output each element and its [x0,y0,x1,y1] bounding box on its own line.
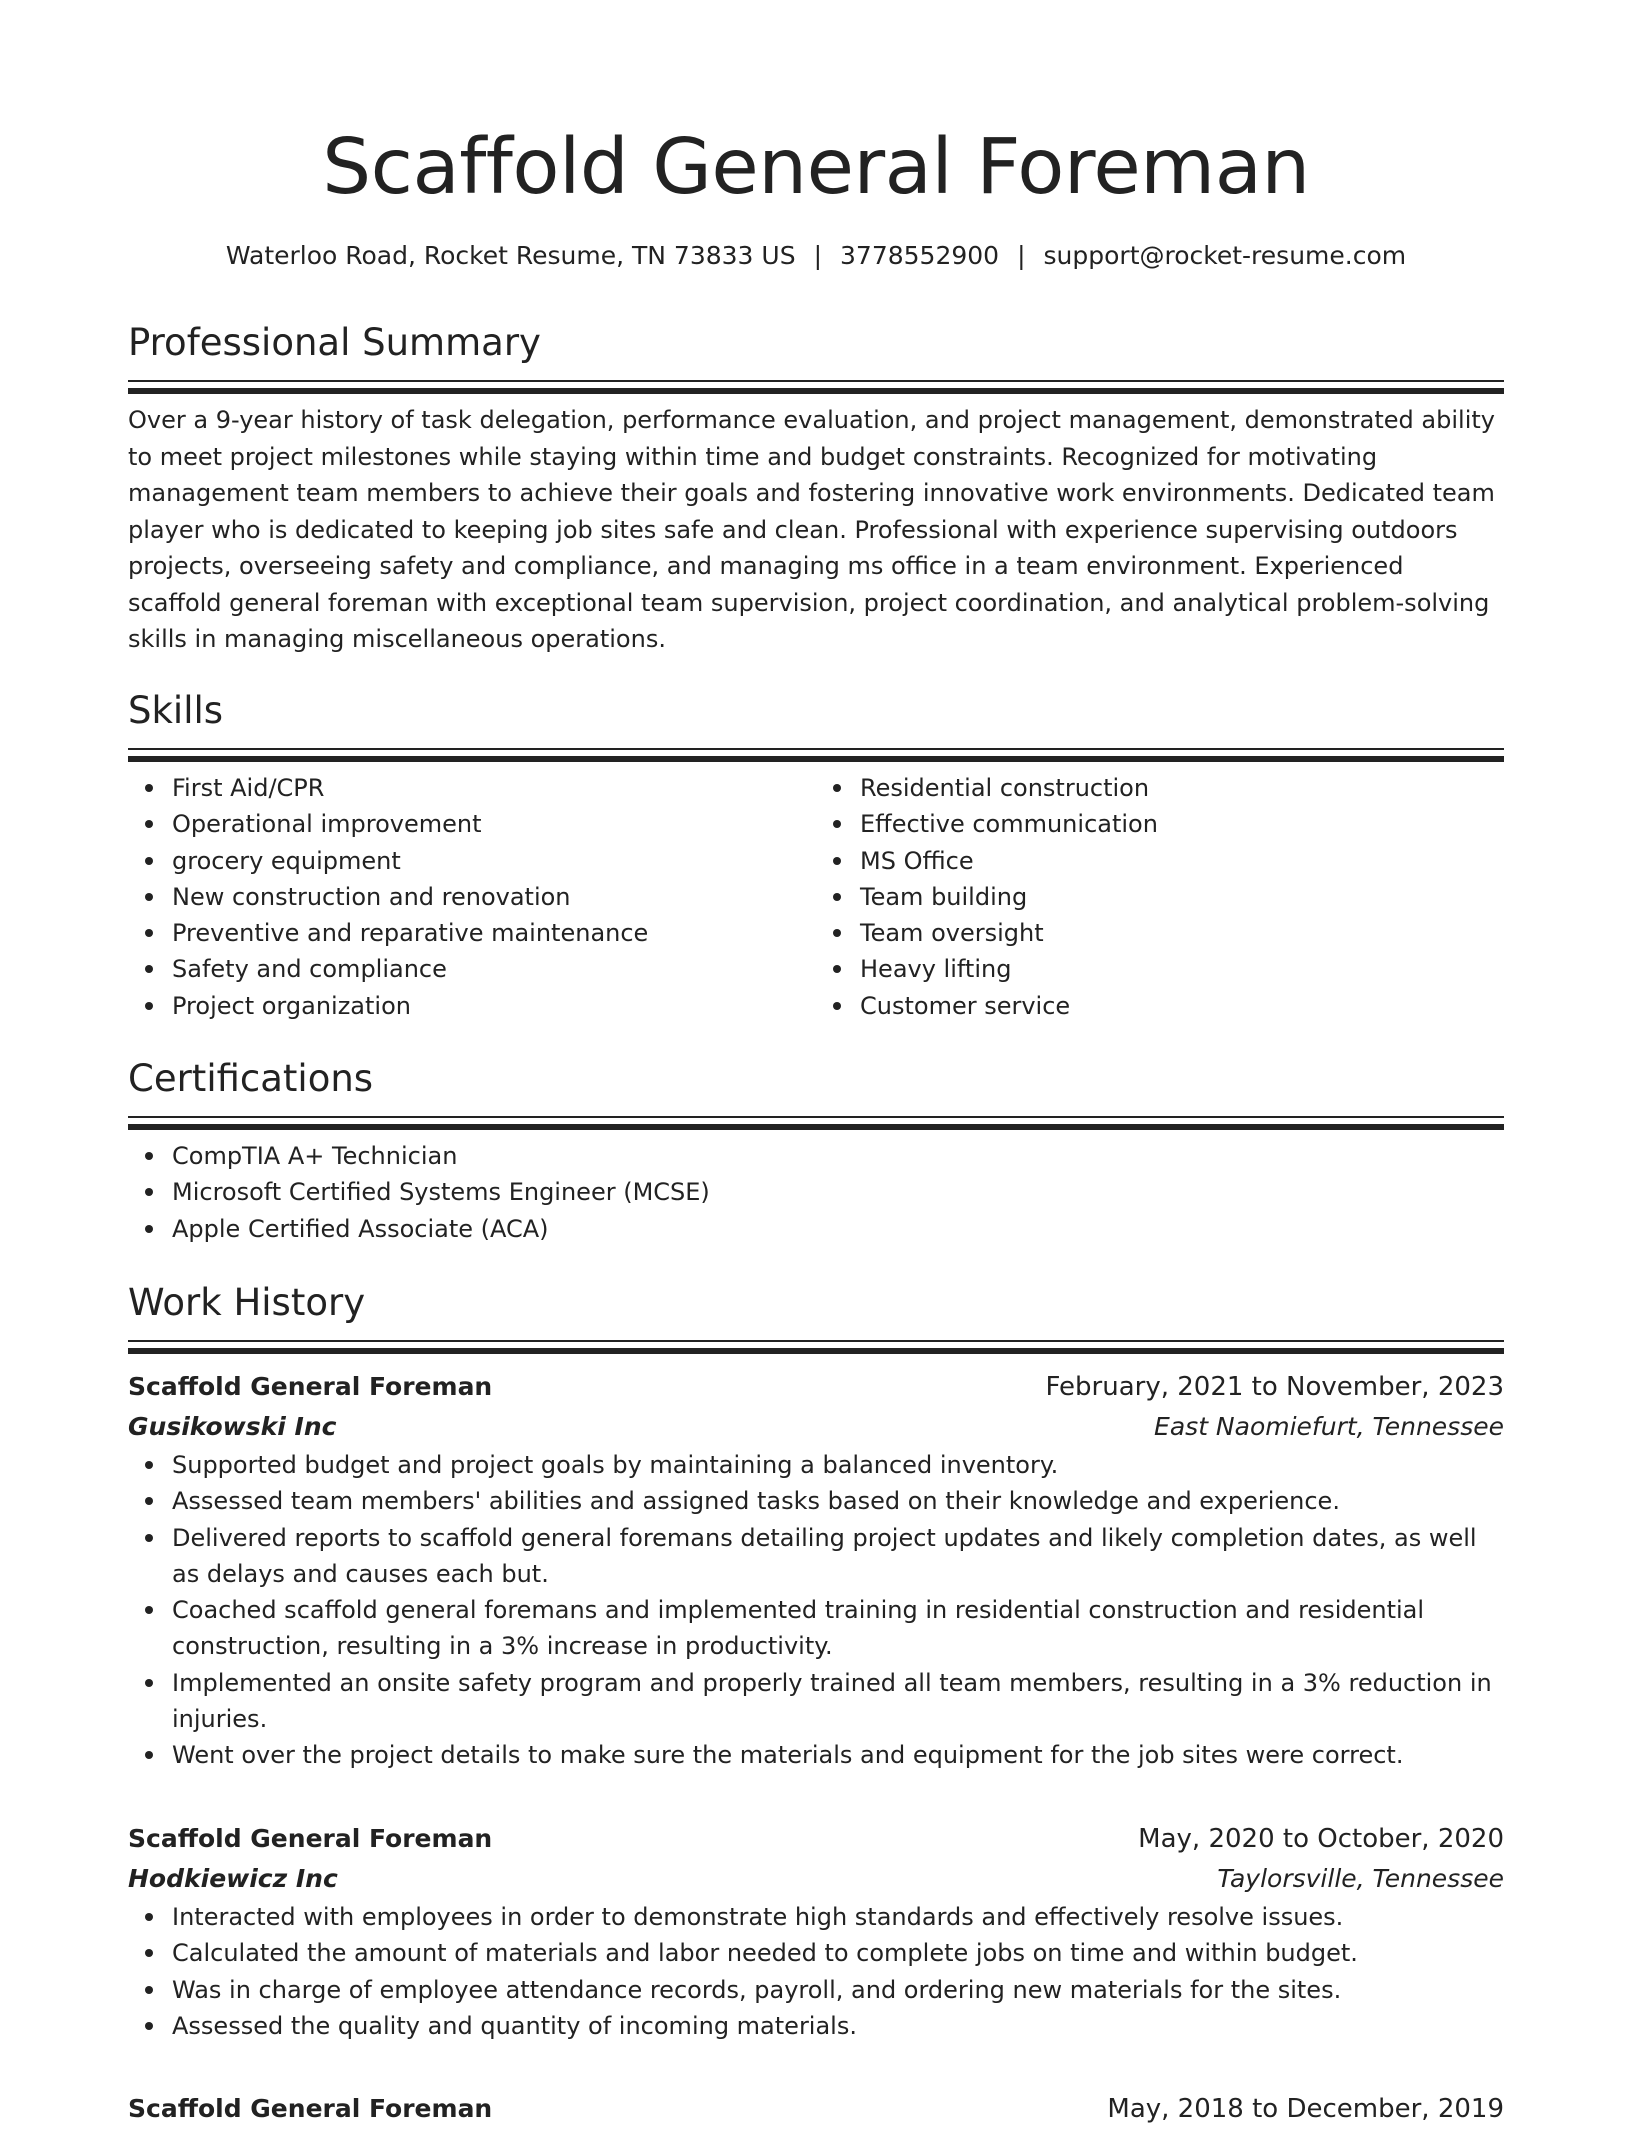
job-title: Scaffold General Foreman [128,1824,493,1853]
skill-item: Residential construction [860,770,1504,806]
job-header [128,2089,1504,2129]
work-history-section [128,1278,1504,1342]
contact-address: Waterloo Road, Rocket Resume, TN 73833 US [225,241,796,270]
skill-item: Project organization [172,988,816,1024]
job-duty: Assessed team members' abilities and assigned tasks based on their knowledge and experience. [172,1483,1504,1519]
job-location: Taylorsville, Tennessee [1217,1864,1504,1893]
contact-phone: 3778552900 [840,241,1000,270]
skill-item: Preventive and reparative maintenance [172,915,816,951]
job-duties-list [128,1447,1504,1774]
resume-page [128,0,1504,2124]
job-company: Gusikowski Inc [128,1412,337,1441]
job-company: Hodkiewicz Inc [128,1864,338,1893]
job-title: Scaffold General Foreman [128,1372,493,1401]
skill-item: Safety and compliance [172,951,816,987]
skill-item: Heavy lifting [860,951,1504,987]
contact-email[interactable]: support@rocket-resume.com [1043,241,1407,270]
skill-item: MS Office [860,843,1504,879]
job-entry [128,2089,1504,2129]
job-duty: Implemented an onsite safety program and properly trained all team members, resulting in a 3% reduction in injuries. [172,1665,1504,1738]
work-history-heading: Work History [128,1281,366,1324]
skill-item: Effective communication [860,806,1504,842]
job-entry [128,1367,1504,1774]
skill-item: Operational improvement [172,806,816,842]
certifications-list [128,1138,1504,1247]
certifications-heading: Certifications [128,1057,374,1100]
summary-text: Over a 9-year history of task delegation, performance evaluation, and project management, demonstrated ability to meet project milestones while staying within time and budget constraints. Recognized for motivating management team members to achieve their goals and fostering innovative work environments. Dedicated team player who is dedicated to keeping job sites safe and clean. Professional with experience supervising outdoors projects, overseeing safety and compliance, and managing ms office in a team environment. Experienced scaffold general foreman with exceptional team supervision, project coordination, and analytical problem-solving skills in managing miscellaneous operations. [128,406,1495,653]
certification-item: CompTIA A+ Technician [172,1138,1504,1174]
skill-item: Customer service [860,988,1504,1024]
job-subheader [128,1859,1504,1899]
job-location: East Naomiefurt, Tennessee [1154,1412,1504,1441]
skills-section [128,686,1504,1024]
job-duty: Supported budget and project goals by maintaining a balanced inventory. [172,1447,1504,1483]
certifications-section [128,1054,1504,1247]
certification-item: Microsoft Certified Systems Engineer (MCSE) [172,1174,1504,1210]
section-divider [128,1340,1504,1342]
job-duty: Coached scaffold general foremans and implemented training in residential construction and residential construction, resulting in a 3% increase in productivity. [172,1592,1504,1665]
section-divider [128,748,1504,750]
section-divider [128,1116,1504,1118]
job-duty: Interacted with employees in order to demonstrate high standards and effectively resolve issues. [172,1899,1504,1935]
job-header [128,1819,1504,1859]
contact-separator: | [1017,241,1026,270]
skill-item: New construction and renovation [172,879,816,915]
section-divider [128,380,1504,382]
resume-name: Scaffold General Foreman [322,123,1310,212]
job-dates: May, 2020 to October, 2020 [1138,1824,1504,1854]
job-duty: Assessed the quality and quantity of incoming materials. [172,2008,1504,2044]
skill-item: grocery equipment [172,843,816,879]
skill-item: First Aid/CPR [172,770,816,806]
job-duty: Went over the project details to make sure the materials and equipment for the job sites were correct. [172,1737,1504,1773]
skill-item: Team oversight [860,915,1504,951]
job-duty: Calculated the amount of materials and labor needed to complete jobs on time and within budget. [172,1935,1504,1971]
job-header [128,1367,1504,1407]
contact-separator: | [813,241,823,270]
skills-list-left [128,770,816,1024]
job-duties-list [128,1899,1504,2044]
skills-list-right [816,770,1504,1024]
certification-item: Apple Certified Associate (ACA) [172,1211,1504,1247]
job-subheader [128,1407,1504,1447]
job-duty: Was in charge of employee attendance records, payroll, and ordering new materials for the sites. [172,1972,1504,2008]
summary-section [128,318,1504,658]
job-title: Scaffold General Foreman [128,2094,493,2123]
job-dates: February, 2021 to November, 2023 [1045,1372,1504,1402]
skills-columns [128,770,1504,1024]
job-duty: Delivered reports to scaffold general foremans detailing project updates and likely completion dates, as well as delays and causes each but. [172,1520,1504,1593]
summary-heading: Professional Summary [128,321,541,364]
job-entry [128,1819,1504,2044]
job-dates: May, 2018 to December, 2019 [1107,2094,1504,2124]
skill-item: Team building [860,879,1504,915]
contact-line [128,236,1504,276]
skills-heading: Skills [128,689,224,732]
